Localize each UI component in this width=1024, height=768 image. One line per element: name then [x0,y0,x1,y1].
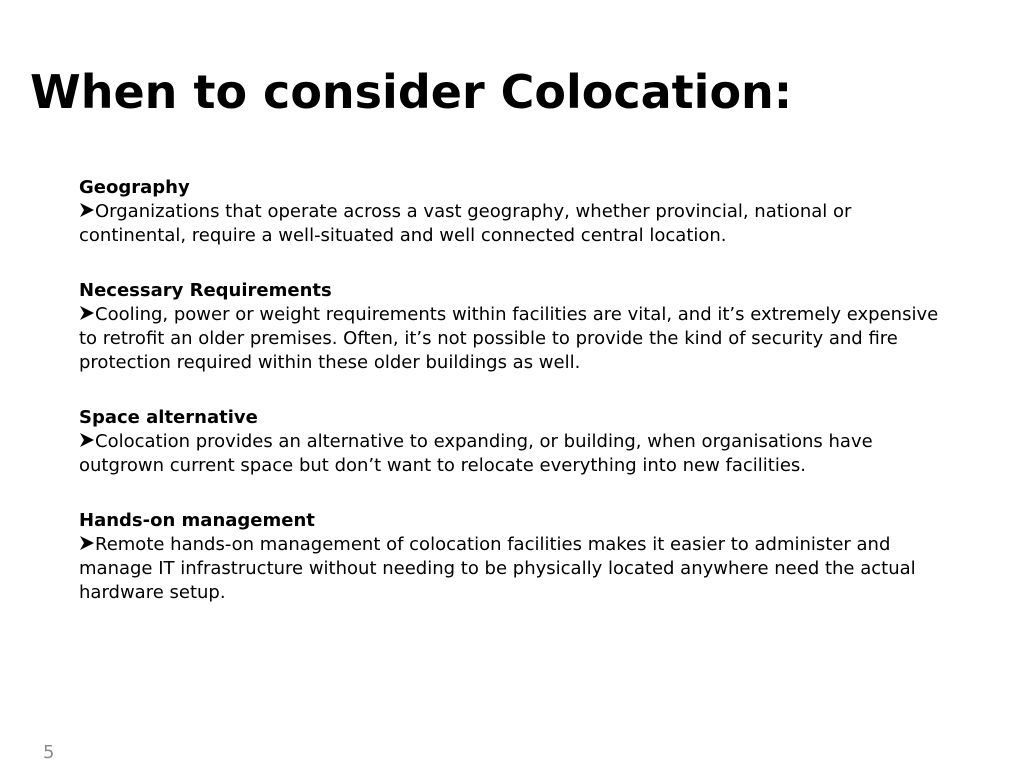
section-text: Remote hands-on management of colocation facilities makes it easier to administer and manage IT infrastructure without needing to be physically located anywhere need the actual hardware setup. [79,534,916,603]
section-heading: Space alternative [79,407,258,428]
section-heading: Necessary Requirements [79,280,332,301]
section-bullet [79,430,959,478]
section-heading: Hands-on management [79,510,315,531]
arrowhead-bullet-icon [79,305,95,321]
section-text: Cooling, power or weight requirements within facilities are vital, and it’s extremely expensive to retrofit an older premises. Often, it’s not possible to provide the kind of security and fire protection required within these older buildings as well. [79,304,939,373]
section-text: Colocation provides an alternative to expanding, or building, when organisations have outgrown current space but don’t want to relocate everything into new facilities. [79,431,873,476]
section-text: Organizations that operate across a vast geography, whether provincial, national or continental, require a well-situated and well connected central location. [79,201,852,246]
section-geography [79,176,959,248]
section-bullet [79,533,959,605]
section-heading: Geography [79,177,190,198]
arrowhead-bullet-icon [79,535,95,551]
page-number: 5 [43,742,55,763]
arrowhead-bullet-icon [79,202,95,218]
section-bullet [79,303,959,375]
section-bullet [79,200,959,248]
slide-content [79,176,959,636]
section-necessary-requirements [79,279,959,375]
slide-title: When to consider Colocation: [30,65,793,119]
section-space-alternative [79,406,959,478]
arrowhead-bullet-icon [79,432,95,448]
section-hands-on-management [79,509,959,605]
